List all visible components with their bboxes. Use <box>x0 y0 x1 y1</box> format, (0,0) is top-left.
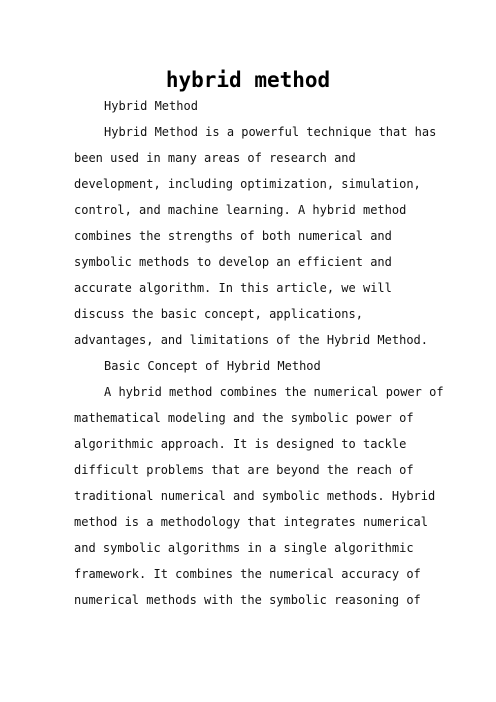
paragraph-heading: Hybrid Method <box>104 99 198 113</box>
section-heading: Basic Concept of Hybrid Method <box>104 359 321 373</box>
paragraph-line: Hybrid Method is a powerful technique that has <box>104 125 437 139</box>
paragraph-line: development, including optimization, simulation, <box>74 177 421 191</box>
document-title: hybrid method <box>165 68 331 92</box>
paragraph-line: difficult problems that are beyond the reach of <box>74 463 414 477</box>
paragraph-line: numerical methods with the symbolic reasoning of <box>74 593 421 607</box>
paragraph-line: symbolic methods to develop an efficient and <box>74 255 392 269</box>
paragraph-line: method is a methodology that integrates numerical <box>74 515 429 529</box>
paragraph-line: and symbolic algorithms in a single algorithmic <box>74 541 414 555</box>
paragraph-line: been used in many areas of research and <box>74 151 356 165</box>
paragraph-line: traditional numerical and symbolic methods. Hybrid <box>74 489 436 503</box>
paragraph-line: control, and machine learning. A hybrid method <box>74 203 407 217</box>
paragraph-line: mathematical modeling and the symbolic power of <box>74 411 414 425</box>
paragraph-line: combines the strengths of both numerical and <box>74 229 392 243</box>
paragraph-line: advantages, and limitations of the Hybrid Method. <box>74 333 429 347</box>
paragraph-line: discuss the basic concept, applications, <box>74 307 363 321</box>
paragraph-line: framework. It combines the numerical accuracy of <box>74 567 421 581</box>
paragraph-line: accurate algorithm. In this article, we will <box>74 281 392 295</box>
paragraph-line: algorithmic approach. It is designed to tackle <box>74 437 407 451</box>
paragraph-line: A hybrid method combines the numerical power of <box>104 385 444 399</box>
